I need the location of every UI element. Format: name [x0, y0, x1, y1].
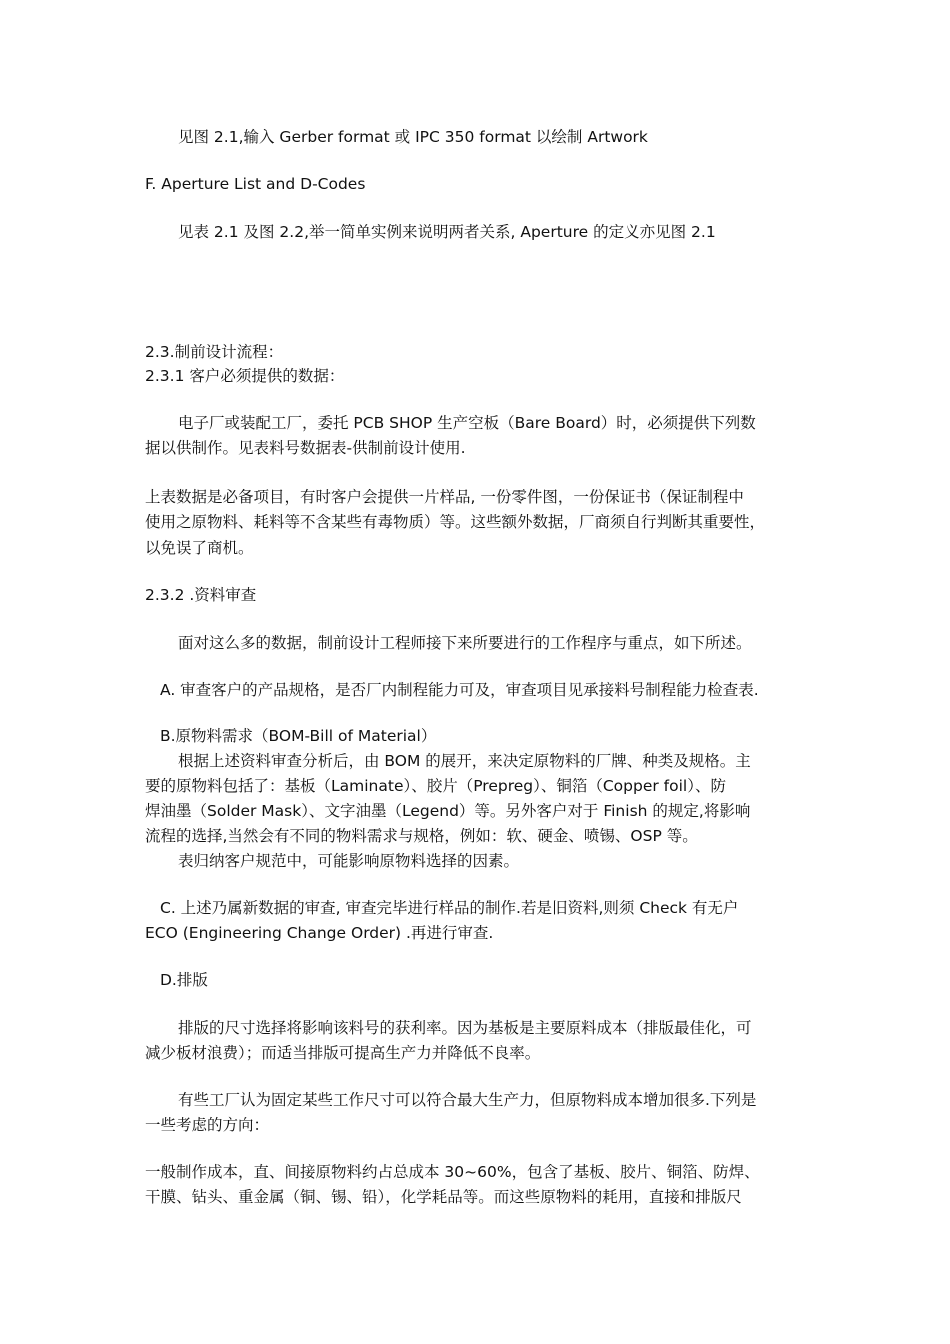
text-line: ECO (Engineering Change Order) .再进行审查.	[145, 924, 494, 942]
text-line: 减少板材浪费）；而适当排版可提高生产力并降低不良率。	[145, 1044, 541, 1062]
list-item-d: D.排版	[160, 971, 208, 989]
text-line: 流程的选择,当然会有不同的物料需求与规格，例如：软、硬金、喷锡、OSP 等。	[145, 827, 698, 845]
list-item-b: B.原物料需求（BOM-Bill of Material）	[160, 727, 437, 745]
section-heading-2-3: 2.3.制前设计流程：	[145, 343, 284, 361]
section-heading-2-3-2: 2.3.2 .资料审查	[145, 586, 257, 604]
text-line: 一般制作成本，直、间接原物料约占总成本 30~60%，包含了基板、胶片、铜箔、防焊、	[145, 1163, 760, 1181]
text-line: 干膜、钻头、重金属（铜、锡、铅），化学耗品等。而这些原物料的耗用，直接和排版尺	[145, 1188, 742, 1206]
section-heading-f: F. Aperture List and D-Codes	[145, 175, 366, 193]
text-line: 上表数据是必备项目，有时客户会提供一片样品, 一份零件图，一份保证书（保证制程中	[145, 488, 744, 506]
list-item-a: A. 审查客户的产品规格，是否厂内制程能力可及，审查项目见承接料号制程能力检查表.	[160, 681, 759, 699]
text-line: 以免误了商机。	[145, 539, 254, 557]
text-line: 面对这么多的数据，制前设计工程师接下来所要进行的工作程序与重点，如下所述。	[178, 634, 752, 652]
text-line: 根据上述资料审查分析后，由 BOM 的展开，来决定原物料的厂牌、种类及规格。主	[178, 752, 751, 770]
text-line: 据以供制作。见表料号数据表-供制前设计使用.	[145, 439, 466, 457]
text-line: 要的原物料包括了：基板（Laminate）、胶片（Prepreg）、铜箔（Copper foil）、防	[145, 777, 726, 795]
text-line: 见表 2.1 及图 2.2,举一简单实例来说明两者关系, Aperture 的定义亦见图 2.1	[178, 223, 716, 241]
text-line: 焊油墨（Solder Mask）、文字油墨（Legend）等。另外客户对于 Finish 的规定,将影响	[145, 802, 751, 820]
text-line: 有些工厂认为固定某些工作尺寸可以符合最大生产力，但原物料成本增加很多.下列是	[178, 1091, 757, 1109]
text-line: 使用之原物料、耗料等不含某些有毒物质）等。这些额外数据，厂商须自行判断其重要性，	[145, 513, 766, 531]
list-item-c: C. 上述乃属新数据的审查, 审查完毕进行样品的制作.若是旧资料,则须 Check 有无户	[160, 899, 739, 917]
text-line: 排版的尺寸选择将影响该料号的获利率。因为基板是主要原料成本（排版最佳化，可	[178, 1019, 752, 1037]
text-line: 见图 2.1,输入 Gerber format 或 IPC 350 format 以绘制 Artwork	[178, 128, 648, 146]
text-line: 一些考虑的方向：	[145, 1116, 270, 1134]
section-heading-2-3-1: 2.3.1 客户必须提供的数据：	[145, 367, 345, 385]
text-line: 表归纳客户规范中，可能影响原物料选择的因素。	[178, 852, 520, 870]
text-line: 电子厂或装配工厂，委托 PCB SHOP 生产空板（Bare Board）时，必须提供下列数	[178, 414, 756, 432]
